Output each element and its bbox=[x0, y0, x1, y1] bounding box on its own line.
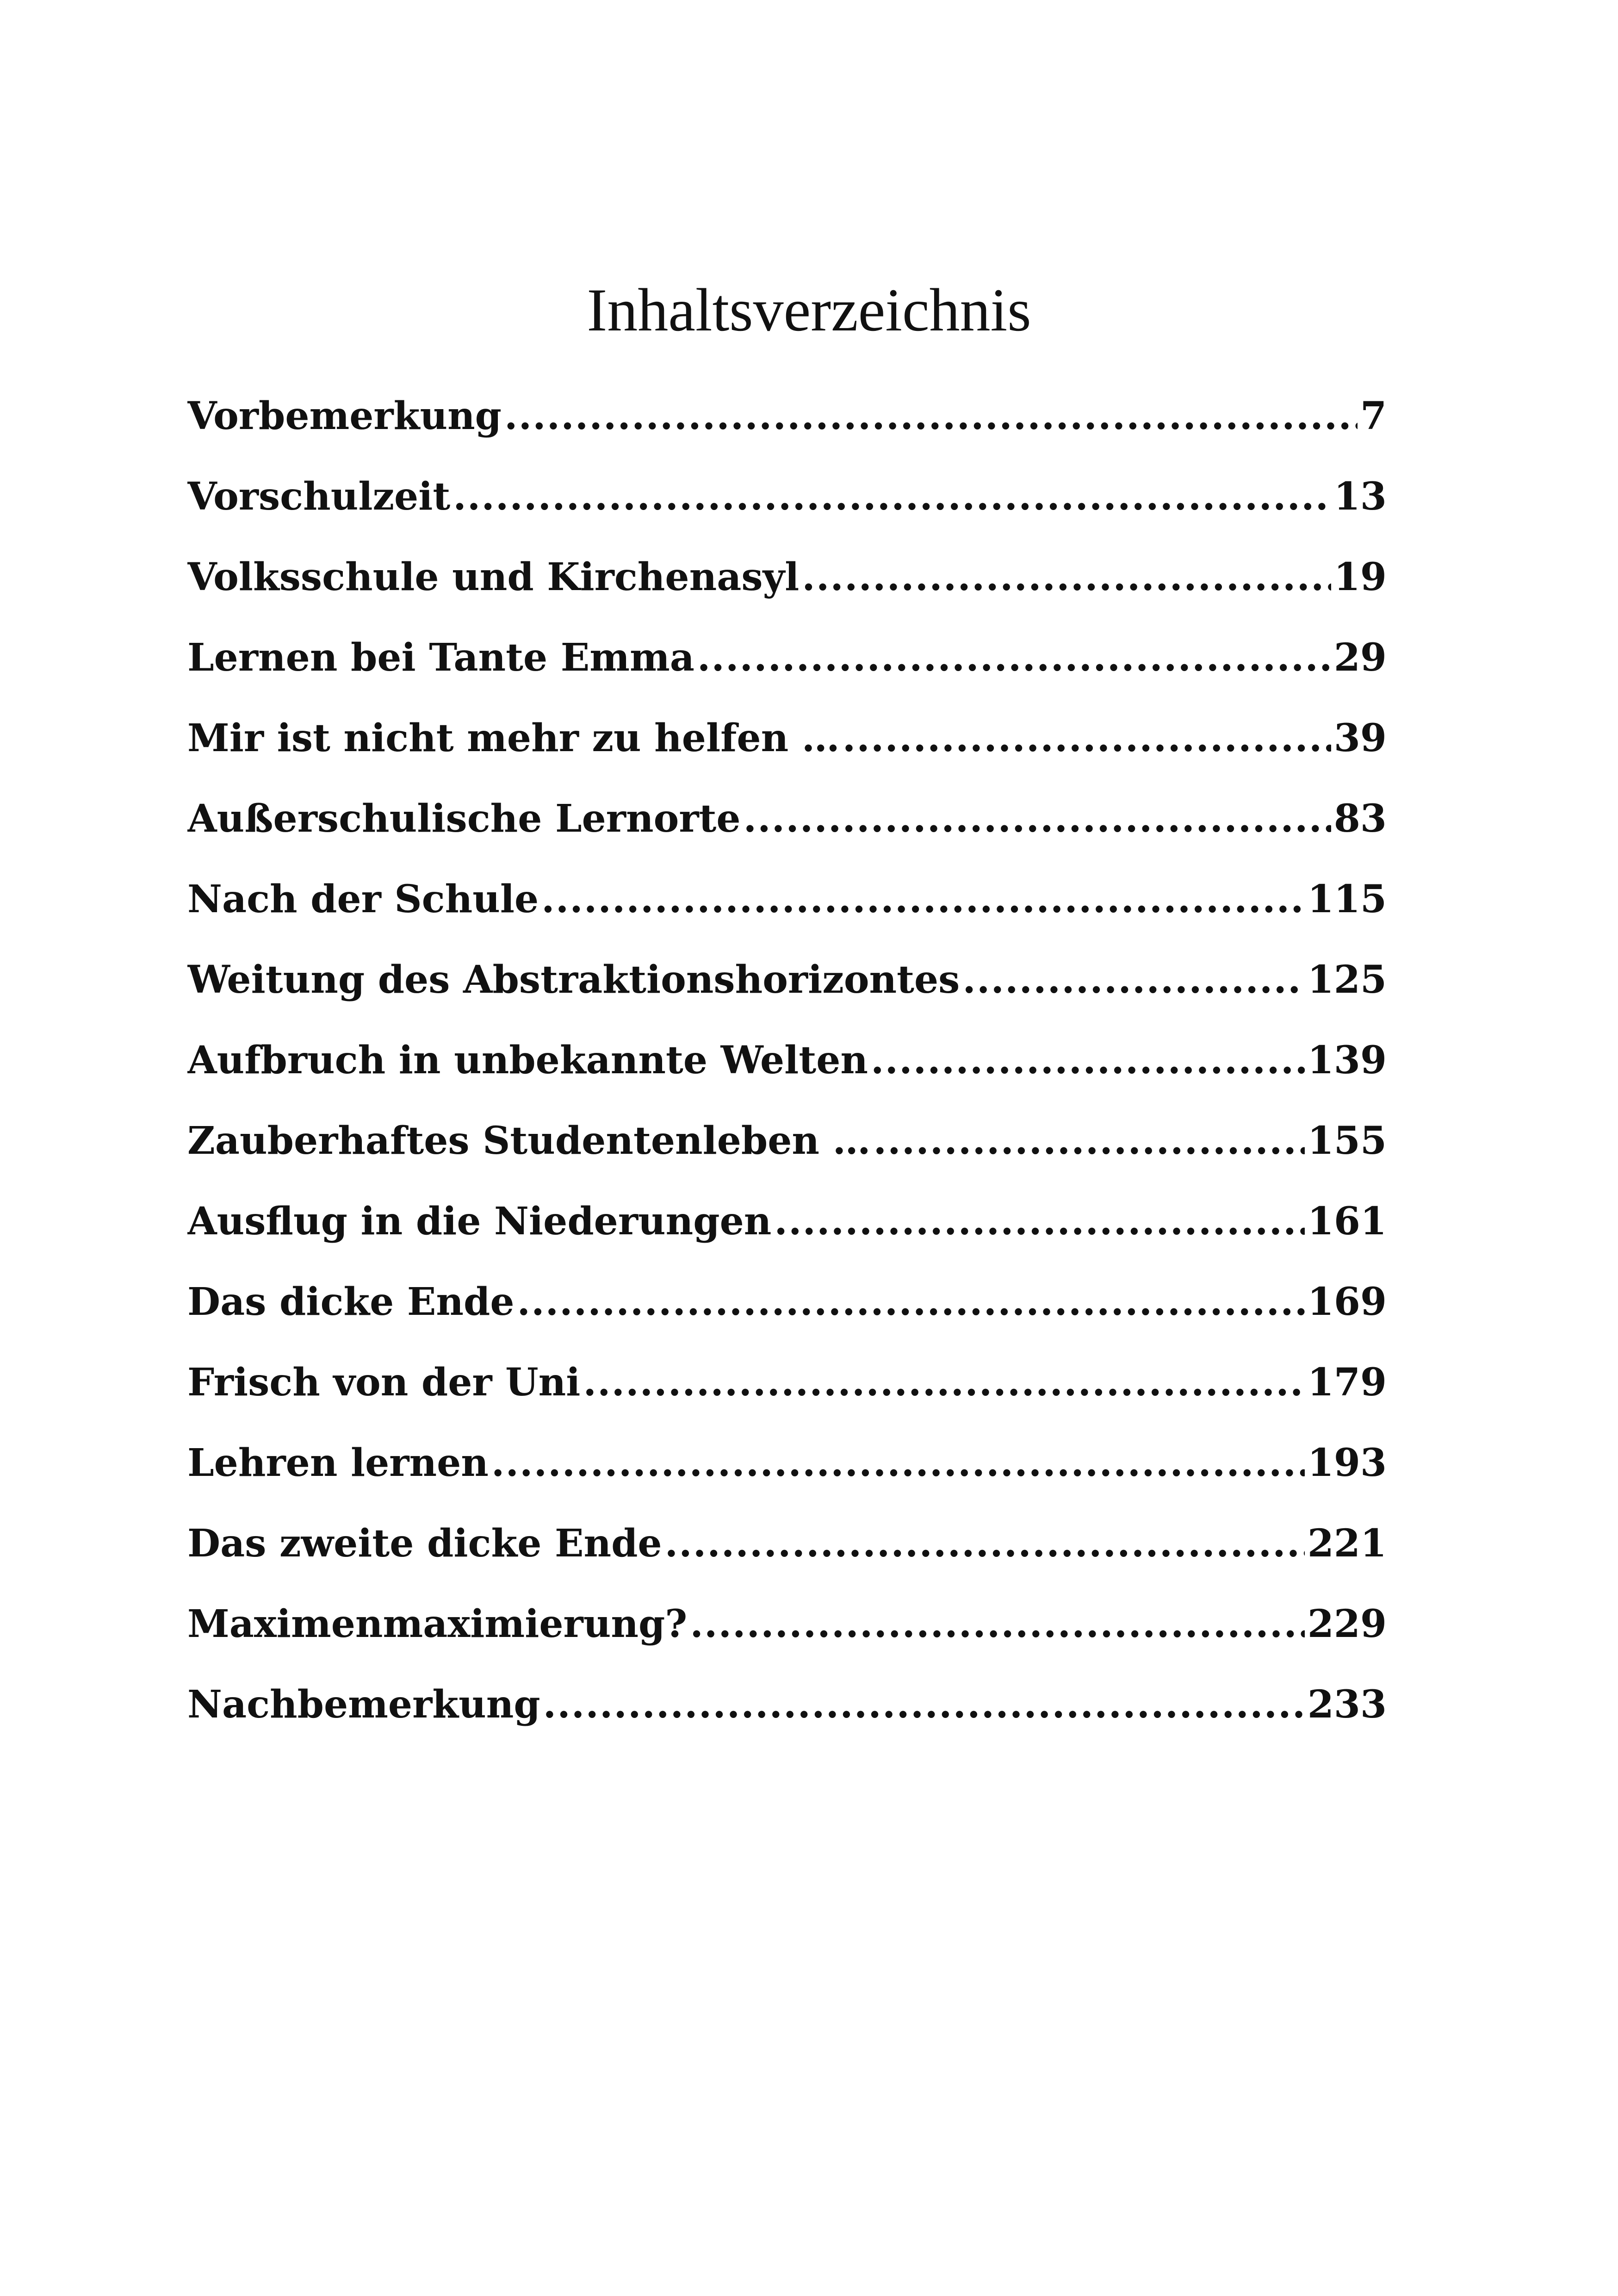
toc-entry bbox=[187, 708, 1387, 789]
dot-leader bbox=[802, 547, 1331, 607]
toc-entry-title: Das dicke Ende bbox=[187, 1280, 515, 1324]
dot-leader bbox=[774, 1191, 1304, 1251]
toc-page-number: 221 bbox=[1307, 1521, 1387, 1566]
dot-leader bbox=[697, 628, 1331, 688]
dot-leader bbox=[871, 1030, 1305, 1090]
toc-entry-title: Weitung des Abstraktionshorizontes bbox=[187, 958, 960, 1002]
page-title: Inhaltsverzeichnis bbox=[587, 276, 1031, 344]
dot-leader bbox=[517, 1272, 1305, 1332]
toc-page-number: 169 bbox=[1307, 1280, 1387, 1324]
dot-leader bbox=[491, 1433, 1305, 1493]
dot-leader bbox=[583, 1352, 1304, 1412]
toc-entry-title: Mir ist nicht mehr zu helfen … bbox=[187, 716, 840, 760]
dot-leader bbox=[453, 467, 1331, 527]
toc-page-number: 179 bbox=[1307, 1360, 1387, 1405]
dot-leader bbox=[962, 950, 1304, 1010]
toc-entry-title: Maximenmaximierung? bbox=[187, 1602, 688, 1646]
toc-entry-title: Nach der Schule bbox=[187, 877, 539, 921]
toc-page-number: 193 bbox=[1307, 1441, 1387, 1485]
toc-entry bbox=[187, 1111, 1387, 1191]
toc-page-number: 233 bbox=[1307, 1682, 1387, 1727]
toc-entry bbox=[187, 1433, 1387, 1513]
toc-entry bbox=[187, 1513, 1387, 1594]
toc-page-number: 229 bbox=[1307, 1602, 1387, 1646]
toc-entry-title: Aufbruch in unbekannte Welten bbox=[187, 1038, 868, 1083]
toc-entry bbox=[187, 1191, 1387, 1272]
toc-entry-title: Lehren lernen bbox=[187, 1441, 489, 1485]
toc-entry bbox=[187, 1352, 1387, 1433]
toc-entry bbox=[187, 1030, 1387, 1111]
toc-page-number: 7 bbox=[1360, 394, 1387, 438]
toc-entry bbox=[187, 950, 1387, 1030]
dot-leader bbox=[843, 708, 1331, 768]
toc-page-number: 125 bbox=[1307, 958, 1387, 1002]
toc-entry bbox=[187, 628, 1387, 708]
toc-entry-title: Ausflug in die Niederungen bbox=[187, 1199, 772, 1244]
dot-leader bbox=[543, 1674, 1305, 1735]
toc-entry-title: Lernen bei Tante Emma bbox=[187, 635, 694, 680]
toc-entry-title: Zauberhaftes Studentenleben … bbox=[187, 1119, 871, 1163]
toc-entry bbox=[187, 386, 1387, 467]
toc-page-number: 13 bbox=[1333, 474, 1387, 519]
toc-page-number: 155 bbox=[1307, 1119, 1387, 1163]
toc-page-number: 29 bbox=[1333, 635, 1387, 680]
toc-entry bbox=[187, 467, 1387, 547]
dot-leader bbox=[541, 869, 1305, 929]
toc-page-number: 19 bbox=[1333, 555, 1387, 599]
dot-leader bbox=[690, 1594, 1304, 1654]
dot-leader bbox=[665, 1513, 1305, 1574]
toc-entry bbox=[187, 1674, 1387, 1755]
toc-page-number: 39 bbox=[1333, 716, 1387, 760]
toc-entry-title: Volksschule und Kirchenasyl bbox=[187, 555, 800, 599]
toc-entry-title: Nachbemerkung bbox=[187, 1682, 540, 1727]
toc-entry bbox=[187, 1272, 1387, 1352]
toc-page-number: 161 bbox=[1307, 1199, 1387, 1244]
toc-page-number: 115 bbox=[1307, 877, 1387, 921]
toc-page-number: 139 bbox=[1307, 1038, 1387, 1083]
toc-entry-title: Frisch von der Uni bbox=[187, 1360, 581, 1405]
dot-leader bbox=[504, 386, 1358, 446]
toc-entry bbox=[187, 789, 1387, 869]
toc-page-number: 83 bbox=[1333, 796, 1387, 841]
dot-leader bbox=[874, 1111, 1305, 1171]
toc-entry-title: Vorschulzeit bbox=[187, 474, 451, 519]
toc-entry-title: Das zweite dicke Ende bbox=[187, 1521, 662, 1566]
toc-entry-title: Außerschulische Lernorte bbox=[187, 796, 741, 841]
toc-entry-title: Vorbemerkung bbox=[187, 394, 502, 438]
dot-leader bbox=[744, 789, 1331, 849]
toc-entry bbox=[187, 1594, 1387, 1674]
table-of-contents bbox=[187, 386, 1387, 1755]
toc-entry bbox=[187, 869, 1387, 950]
toc-entry bbox=[187, 547, 1387, 628]
